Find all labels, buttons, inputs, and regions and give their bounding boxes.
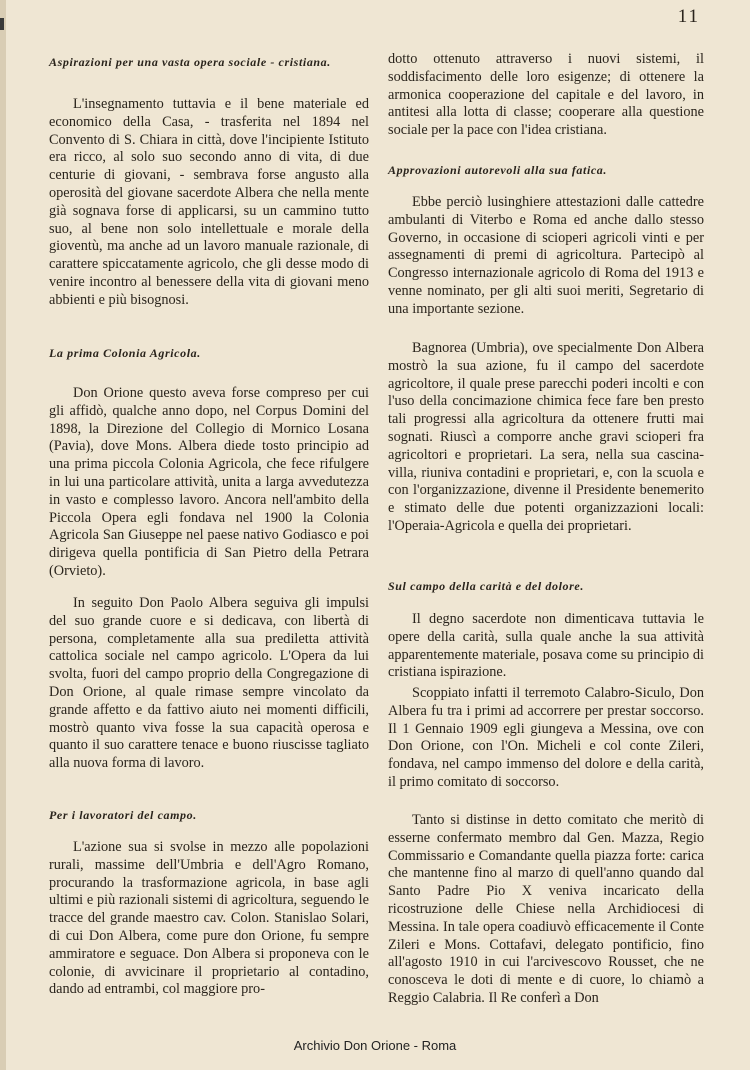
paragraph: L'azione sua si svolse in mezzo alle popolazioni rurali, massime dell'Umbria e dell'Agro Romano, procurando la trasformazione agricola, in base agli ultimi e più razionali sistemi di agricoltura, seguendo le tracce del grande maestro cav. Colon. Stanislao Solari, di cui Don Albera, come pure don Orione, fu sempre ammiratore e seguace. Don Albera si proponeva con le colonie, di avvicinare il proprietario al contadino, dando ad entrambi, col maggiore pro-: [49, 839, 369, 998]
paragraph: In seguito Don Paolo Albera seguiva gli impulsi del suo grande cuore e si dedicava, con libertà di persona, completamente alla sua prediletta attività cattolica sociale nel campo agricolo. L'Opera da lui svolta, fuori del campo proprio della Congregazione di Don Orione, al quale rimase sempre vincolato da grande affetto e da fattivo aiuto nei momenti difficili, mostrò quanto viva fosse la sua capacità operosa e quanto il suo carattere tenace e buono riuscisse tagliato alla nuova forma di lavoro.: [49, 595, 369, 772]
paragraph: Scoppiato infatti il terremoto Calabro-Siculo, Don Albera fu tra i primi ad accorrere per prestar soccorso. Il 1 Gennaio 1909 egli giungeva a Messina, ove con Don Orione, con l'On. Micheli e col conte Zileri, fondava, nel campo immenso del dolore e della carità, il primo comitato di soccorso.: [388, 685, 704, 790]
paragraph: Ebbe perciò lusinghiere attestazioni dalle cattedre ambulanti di Viterbo e Roma ed anche dallo stesso Governo, in occasione di scioperi agricoli vinti e per assegnamenti di premi di agricoltura. Partecipò al Congresso internazionale agricolo di Roma del 1913 e venne nominato, per gli alti suoi meriti, Segretario di una importante sezione.: [388, 194, 704, 317]
paragraph: dotto ottenuto attraverso i nuovi sistemi, il soddisfacimento delle loro esigenze; di ottenere la armonica cooperazione del capitale e del lavoro, in antitesi alla lotta di classe; cooperare alla questione sociale per la pace con l'idea cristiana.: [388, 51, 704, 139]
section-heading: Sul campo della carità e del dolore.: [388, 579, 584, 593]
paragraph: Don Orione questo aveva forse compreso per cui gli affidò, qualche anno dopo, nel Corpus Domini del 1898, la Direzione del Collegio di Mornico Losana (Pavia), dove Mons. Albera diede tosto principio ad una prima piccola Colonia Agricola, che fece rifulgere in lui una particolare attività, unita a larga avvedutezza in vasto e complesso lavoro. Ancora nell'ambito della Piccola Opera egli fondava nel 1900 la Colonia Agricola San Giuseppe nel paese nativo Godiasco e poi dirigeva quella pontificia di San Pietro della Petrara (Orvieto).: [49, 385, 369, 579]
paragraph: L'insegnamento tuttavia e il bene materiale ed economico della Casa, - trasferita nel 1894 nel Convento di S. Chiara in città, dove l'incipiente Istituto era ricco, al solo suo secondo anno di vita, di due centurie di giovani, - sembrava forse angusto alla operosità del giovane sacerdote Albera che nella mente già sognava forse di applicarsi, su un cammino tutto suo, al bene non solo intellettuale e morale della gioventù, ma anche ad un lavoro manuale razionale, di carattere spiccatamente agricolo, che gli desse modo di venire incontro al benessere della vita di giovani meno abbienti e più bisognosi.: [49, 96, 369, 308]
page-number: 11: [677, 6, 700, 27]
section-heading: La prima Colonia Agricola.: [49, 346, 201, 360]
section-heading: Aspirazioni per una vasta opera sociale - cristiana.: [49, 55, 331, 69]
archive-footer: Archivio Don Orione - Roma: [293, 1038, 457, 1053]
paragraph: Il degno sacerdote non dimenticava tuttavia le opere della carità, sulla quale anche la sua attività apparentemente materiale, posava come su principio di cristiana ispirazione.: [388, 611, 704, 681]
section-heading: Approvazioni autorevoli alla sua fatica.: [388, 163, 608, 177]
binding-mark: [0, 18, 4, 30]
paragraph: Bagnorea (Umbria), ove specialmente Don Albera mostrò la sua azione, fu il campo del sacerdote agricoltore, il quale prese parecchi poderi incolti e con l'uso della concimazione chimica fece fare ben presto tali progressi alla agricoltura da ottenere frutti mai sognati. Riuscì a comporre anche gravi scioperi fra agricoltori e proprietari. La sera, nella sua cascina-villa, riuniva contadini e proprietari, e, con la scuola e con l'organizzazione, divenne il Presidente benemerito e stimato delle due potenti organizzazioni locali: l'Operaia-Agricola e quella dei proprietari.: [388, 340, 704, 534]
section-heading: Per i lavoratori del campo.: [49, 808, 197, 822]
paragraph: Tanto si distinse in detto comitato che meritò di esserne confermato membro dal Gen. Mazza, Regio Commissario e Comandante quella piazza forte: carica che mantenne fino al marzo di quell'anno quando dal Santo Padre Pio X veniva incaricato della ricostruzione delle Chiese nella Archidiocesi di Messina. In tale opera coadiuvò efficacemente il Conte Zileri e Mons. Cottafavi, delegato pontificio, fino all'agosto 1910 in cui l'arcivescovo Rousset, che ne conosceva le doti di mente e di cuore, lo chiamò a Reggio Calabria. Il Re conferì a Don: [388, 812, 704, 1006]
page-edge: [0, 0, 6, 1070]
